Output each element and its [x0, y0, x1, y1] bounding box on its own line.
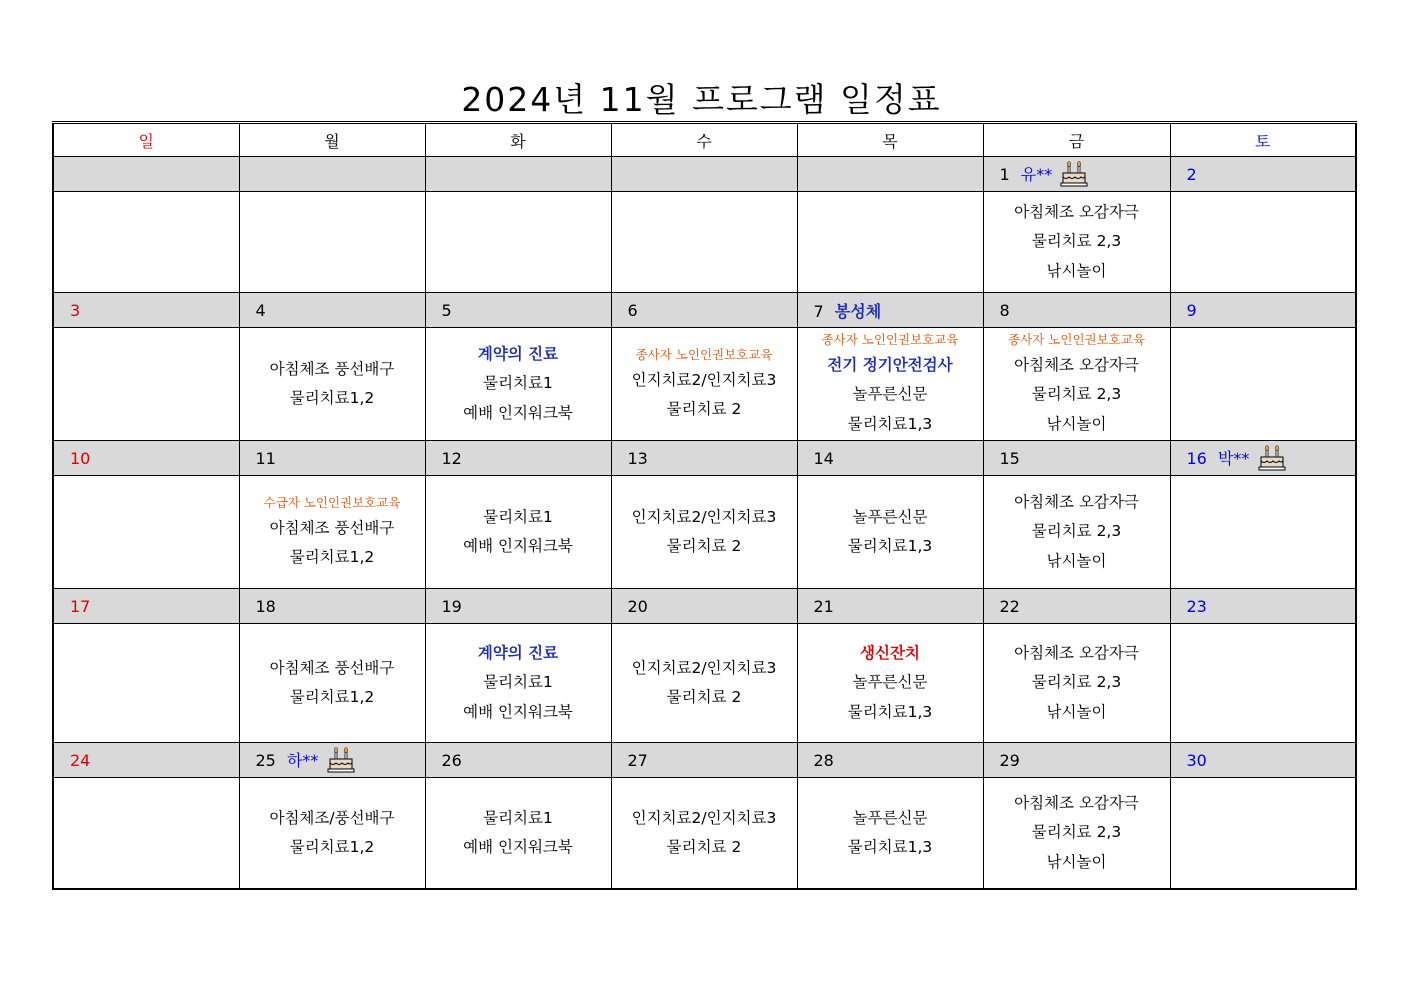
activity-line: 물리치료1,3	[847, 838, 933, 856]
date-cell-empty	[239, 157, 425, 192]
activity-line: 물리치료1	[483, 507, 553, 526]
activity-cell-fri-1	[983, 192, 1170, 293]
activity-line: 아침체조 풍선배구	[269, 658, 395, 677]
date-number: 13	[627, 448, 648, 468]
date-number: 29	[999, 750, 1020, 770]
week4-date-row	[53, 589, 1356, 624]
date-number: 3	[70, 300, 81, 320]
week1-date-row	[53, 157, 1356, 192]
activity-cell-empty	[1170, 778, 1356, 890]
date-number: 2	[1186, 164, 1197, 184]
activity-cell-mon-25	[239, 778, 425, 890]
date-cell-empty	[611, 157, 797, 192]
activity-line: 놀푸른신문	[852, 673, 928, 692]
date-cell-fri-22	[983, 589, 1170, 624]
activity-line: 예배 인지워크북	[463, 403, 573, 422]
birthday-note: 박**	[1217, 449, 1250, 468]
activity-cell-wed-27	[611, 778, 797, 890]
date-cell-sat-9	[1170, 293, 1356, 328]
activity-cell-empty	[1170, 476, 1356, 589]
date-number: 27	[627, 750, 648, 770]
weekday-thursday: 목	[797, 123, 983, 157]
date-cell-fri-1	[983, 157, 1170, 192]
birthday-cake-icon	[326, 747, 356, 773]
date-cell-empty	[53, 157, 239, 192]
activity-line: 물리치료1,3	[847, 702, 933, 721]
activity-cell-empty	[239, 192, 425, 293]
weekday-tuesday: 화	[425, 123, 611, 157]
activity-line: 아침체조 풍선배구	[269, 518, 395, 537]
activity-cell-empty	[53, 476, 239, 589]
activity-cell-empty	[797, 192, 983, 293]
activity-line: 물리치료 2,3	[1031, 673, 1122, 692]
date-number: 19	[441, 596, 462, 616]
activity-line: 낚시놀이	[1046, 852, 1107, 871]
activity-line: 물리치료 2,3	[1031, 522, 1122, 541]
activity-cell-empty	[53, 778, 239, 890]
activity-highlight: 전기 정기안전검사	[827, 355, 953, 374]
activity-line: 아침체조 오감자극	[1014, 202, 1139, 221]
date-cell-fri-15	[983, 441, 1170, 476]
activity-cell-tue-5	[425, 328, 611, 441]
date-cell-mon-18	[239, 589, 425, 624]
date-cell-thu-21	[797, 589, 983, 624]
date-cell-fri-29	[983, 743, 1170, 778]
birthday-note: 유**	[1020, 165, 1053, 184]
date-number: 25	[255, 751, 276, 770]
date-number: 26	[441, 750, 462, 770]
activity-line: 인지치료2/인지치료3	[631, 808, 777, 827]
activity-cell-thu-21	[797, 624, 983, 743]
date-cell-wed-13	[611, 441, 797, 476]
page-title: 2024년 11월 프로그램 일정표	[461, 80, 942, 119]
week3-date-row	[53, 441, 1356, 476]
date-cell-thu-7	[797, 293, 983, 328]
date-number: 9	[1186, 300, 1197, 320]
date-cell-tue-26	[425, 743, 611, 778]
activity-cell-empty	[1170, 192, 1356, 293]
date-number: 21	[813, 596, 834, 616]
activity-line: 아침체조/풍선배구	[269, 808, 395, 827]
date-number: 22	[999, 596, 1020, 616]
date-number: 14	[813, 448, 834, 468]
week1-activity-row	[53, 192, 1356, 293]
date-number: 30	[1186, 750, 1207, 770]
date-number: 23	[1186, 596, 1207, 616]
date-number: 1	[999, 165, 1010, 184]
activity-cell-tue-12	[425, 476, 611, 589]
activity-cell-mon-4	[239, 328, 425, 441]
activity-line: 물리치료1	[483, 374, 553, 393]
weekday-saturday: 토	[1170, 123, 1356, 157]
activity-line: 예배 인지워크북	[463, 537, 573, 555]
week3-activity-row	[53, 476, 1356, 589]
activity-cell-tue-19	[425, 624, 611, 743]
activity-cell-empty	[53, 328, 239, 441]
birthday-note: 하**	[286, 751, 319, 770]
activity-line: 물리치료1,3	[847, 537, 933, 555]
activity-cell-wed-20	[611, 624, 797, 743]
activity-line: 낚시놀이	[1046, 702, 1107, 721]
activity-cell-empty	[611, 192, 797, 293]
activity-line: 낚시놀이	[1046, 414, 1107, 433]
activity-line: 아침체조 오감자극	[1014, 492, 1139, 511]
date-cell-fri-8	[983, 293, 1170, 328]
week5-date-row	[53, 743, 1356, 778]
date-number: 24	[70, 750, 91, 770]
date-number: 20	[627, 596, 648, 616]
date-number: 28	[813, 750, 834, 770]
date-cell-mon-11	[239, 441, 425, 476]
birthday-cake-icon	[1257, 445, 1287, 471]
date-number: 11	[255, 448, 276, 468]
activity-line: 물리치료 2	[666, 400, 742, 418]
activity-note: 종사자 노인인권보호교육	[1008, 331, 1145, 347]
activity-cell-thu-7	[797, 328, 983, 441]
weekday-header-row	[53, 123, 1356, 157]
date-cell-tue-12	[425, 441, 611, 476]
activity-cell-empty	[1170, 624, 1356, 743]
activity-note: 종사자 노인인권보호교육	[635, 346, 773, 362]
activity-line: 물리치료 2,3	[1031, 823, 1122, 842]
activity-line: 낚시놀이	[1046, 261, 1107, 280]
activity-note: 수급자 노인인권보호교육	[263, 494, 401, 510]
schedule-calendar	[52, 121, 1357, 890]
date-number: 5	[441, 300, 452, 320]
activity-cell-mon-18	[239, 624, 425, 743]
date-number: 18	[255, 596, 276, 616]
activity-line: 물리치료1,2	[289, 389, 375, 407]
date-number: 12	[441, 448, 462, 468]
birthday-cake-icon	[1059, 161, 1089, 187]
activity-cell-empty	[53, 624, 239, 743]
date-cell-wed-27	[611, 743, 797, 778]
activity-cell-empty	[1170, 328, 1356, 441]
date-cell-mon-25	[239, 743, 425, 778]
activity-line: 물리치료1,3	[847, 414, 933, 433]
activity-cell-empty	[425, 192, 611, 293]
activity-cell-fri-29	[983, 778, 1170, 890]
date-cell-sat-16	[1170, 441, 1356, 476]
activity-cell-thu-14	[797, 476, 983, 589]
week4-activity-row	[53, 624, 1356, 743]
date-cell-thu-14	[797, 441, 983, 476]
date-cell-sun-17	[53, 589, 239, 624]
date-number: 8	[999, 300, 1010, 320]
date-number: 16	[1186, 449, 1207, 468]
activity-cell-thu-28	[797, 778, 983, 890]
week2-date-row	[53, 293, 1356, 328]
activity-line: 예배 인지워크북	[463, 838, 573, 856]
activity-line: 놀푸른신문	[852, 507, 928, 526]
date-cell-tue-19	[425, 589, 611, 624]
activity-line: 물리치료 2,3	[1031, 232, 1122, 251]
activity-line: 물리치료1,2	[289, 688, 375, 706]
activity-line: 인지치료2/인지치료3	[631, 658, 777, 677]
weekday-monday: 월	[239, 123, 425, 157]
activity-line: 물리치료1	[483, 808, 553, 827]
date-cell-wed-20	[611, 589, 797, 624]
date-cell-wed-6	[611, 293, 797, 328]
activity-line: 인지치료2/인지치료3	[631, 370, 777, 389]
activity-line: 물리치료 2	[666, 688, 742, 706]
activity-cell-fri-8	[983, 328, 1170, 441]
date-cell-sun-3	[53, 293, 239, 328]
date-number: 17	[70, 596, 91, 616]
activity-line: 물리치료1	[483, 673, 553, 692]
activity-line: 낚시놀이	[1046, 551, 1107, 570]
weekday-wednesday: 수	[611, 123, 797, 157]
activity-line: 놀푸른신문	[852, 385, 928, 404]
weekday-sunday: 일	[53, 123, 239, 157]
date-cell-sat-23	[1170, 589, 1356, 624]
date-cell-empty	[797, 157, 983, 192]
activity-cell-tue-26	[425, 778, 611, 890]
date-cell-sun-10	[53, 441, 239, 476]
date-cell-tue-5	[425, 293, 611, 328]
activity-line: 물리치료1,2	[289, 548, 375, 566]
date-cell-sat-2	[1170, 157, 1356, 192]
activity-highlight: 생신잔치	[860, 643, 920, 662]
activity-cell-empty	[53, 192, 239, 293]
activity-highlight: 계약의 진료	[477, 344, 559, 363]
weekday-friday: 금	[983, 123, 1170, 157]
activity-line: 물리치료 2	[666, 838, 742, 856]
date-event-note: 봉성체	[834, 301, 882, 321]
date-cell-empty	[425, 157, 611, 192]
date-number: 15	[999, 448, 1020, 468]
activity-line: 예배 인지워크북	[463, 702, 573, 721]
week5-activity-row	[53, 778, 1356, 890]
activity-cell-wed-13	[611, 476, 797, 589]
activity-line: 아침체조 오감자극	[1014, 793, 1139, 812]
date-number: 4	[255, 300, 266, 320]
activity-cell-wed-6	[611, 328, 797, 441]
date-cell-thu-28	[797, 743, 983, 778]
activity-line: 아침체조 오감자극	[1014, 355, 1139, 374]
activity-line: 물리치료 2,3	[1031, 385, 1122, 404]
activity-line: 아침체조 풍선배구	[269, 359, 395, 378]
activity-line: 아침체조 오감자극	[1014, 643, 1139, 662]
activity-note: 종사자 노인인권보호교육	[821, 331, 959, 347]
activity-line: 놀푸른신문	[852, 808, 928, 827]
date-cell-sat-30	[1170, 743, 1356, 778]
activity-cell-fri-15	[983, 476, 1170, 589]
activity-highlight: 계약의 진료	[477, 643, 559, 662]
activity-cell-mon-11	[239, 476, 425, 589]
activity-line: 물리치료 2	[666, 537, 742, 555]
date-number: 7	[813, 301, 824, 321]
date-number: 6	[627, 300, 638, 320]
activity-cell-fri-22	[983, 624, 1170, 743]
date-cell-mon-4	[239, 293, 425, 328]
date-cell-sun-24	[53, 743, 239, 778]
activity-line: 인지치료2/인지치료3	[631, 507, 777, 526]
activity-line: 물리치료1,2	[289, 838, 375, 856]
date-number: 10	[70, 448, 91, 468]
week2-activity-row	[53, 328, 1356, 441]
